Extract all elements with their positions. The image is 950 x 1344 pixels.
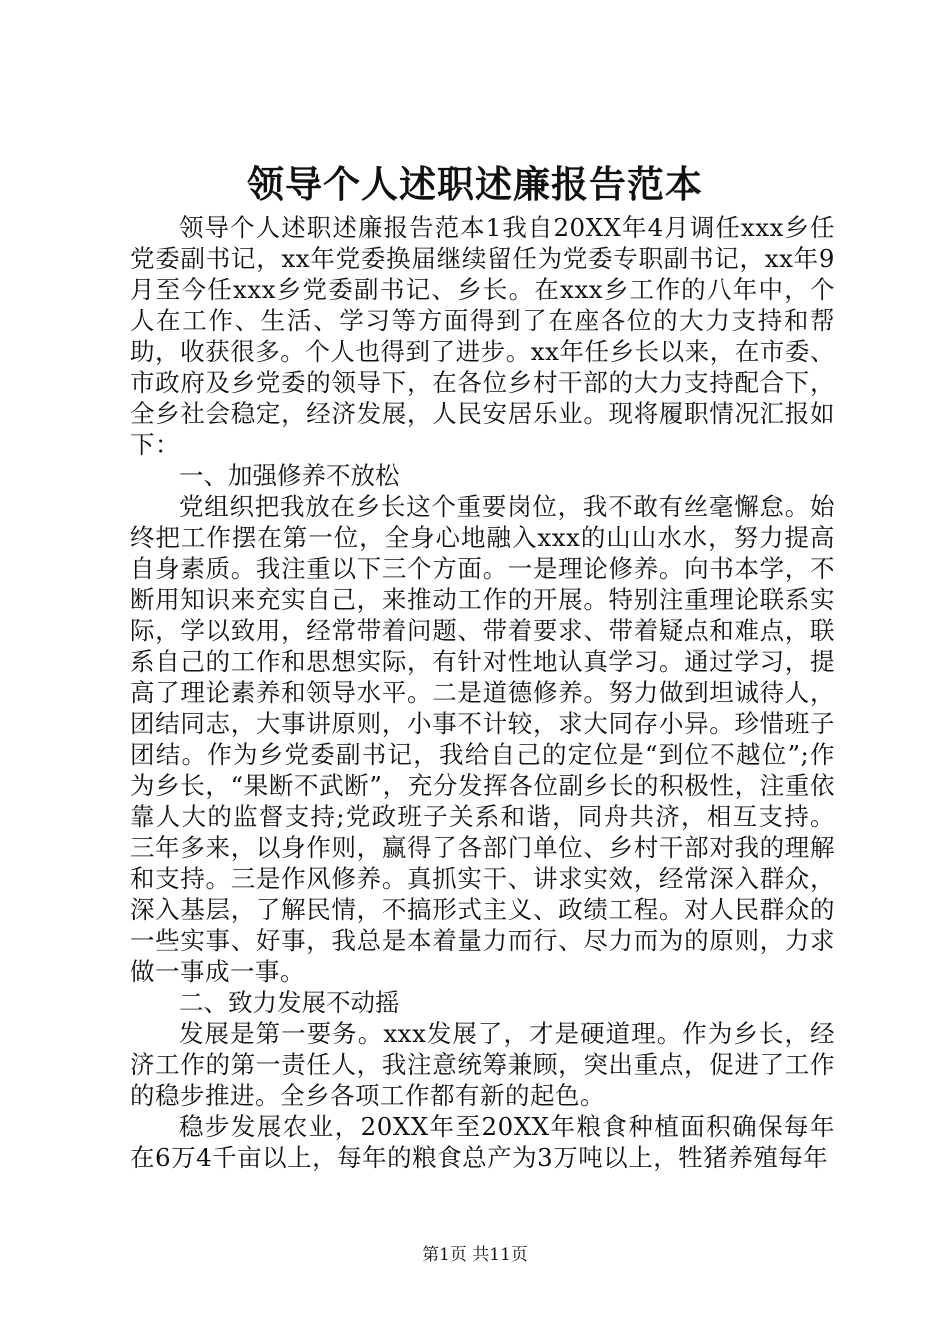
section-1-paragraph: 党组织把我放在乡长这个重要岗位，我不敢有丝毫懈怠。始终把工作摆在第一位，全身心地融入xxx的山山水水，努力提高自身素质。我注重以下三个方面。一是理论修养。向书本学，不断用知识来充实自己，来推动工作的开展。特别注重理论联系实际，学以致用，经常带着问题、带着要求、带着疑点和难点，联系自己的工作和思想实际，有针对性地认真学习。通过学习，提高了理论素养和领导水平。二是道德修养。努力做到坦诚待人，团结同志，大事讲原则，小事不计较，求大同存小异。珍惜班子团结。作为乡党委副书记，我给自己的定位是“到位不越位”;作为乡长，“果断不武断”，充分发挥各位副乡长的积极性，注重依靠人大的监督支持;党政班子关系和谐，同舟共济，相互支持。三年多来，以身作则，赢得了各部门单位、乡村干部对我的理解和支持。三是作风修养。真抓实干、讲求实效，经常深入群众，深入基层，了解民情，不搞形式主义、政绩工程。对人民群众的一些实事、好事，我总是本着量力而行、尽力而为的原则，力求做一事成一事。 bbox=[130, 492, 835, 986]
section-2-paragraph-2: 稳步发展农业，20XX年至20XX年粮食种植面积确保每年在6万4千亩以上，每年的粮食总产为3万吨以上，牲猪养殖每年 bbox=[130, 1112, 835, 1172]
intro-paragraph: 领导个人述职述廉报告范本1我自20XX年4月调任xxx乡任党委副书记，xx年党委换届继续留任为党委专职副书记，xx年9月至今任xxx乡党委副书记、乡长。在xxx乡工作的八年中，个人在工作、生活、学习等方面得到了在座各位的大力支持和帮助，收获很多。个人也得到了进步。xx年任乡长以来，在市委、市政府及乡党委的领导下，在各位乡村干部的大力支持配合下，全乡社会稳定，经济发展，人民安居乐业。现将履职情况汇报如下： bbox=[130, 213, 835, 459]
document-title: 领导个人述职述廉报告范本 bbox=[247, 162, 703, 206]
section-2-paragraph-1: 发展是第一要务。xxx发展了，才是硬道理。作为乡长，经济工作的第一责任人，我注意统筹兼顾，突出重点，促进了工作的稳步推进。全乡各项工作都有新的起色。 bbox=[130, 1019, 835, 1110]
document-body bbox=[130, 212, 835, 1173]
page-footer: 第1页 共11页 bbox=[422, 1245, 528, 1265]
section-heading-1: 一、加强修养不放松 bbox=[179, 461, 400, 490]
section-heading-2: 二、致力发展不动摇 bbox=[179, 988, 400, 1017]
